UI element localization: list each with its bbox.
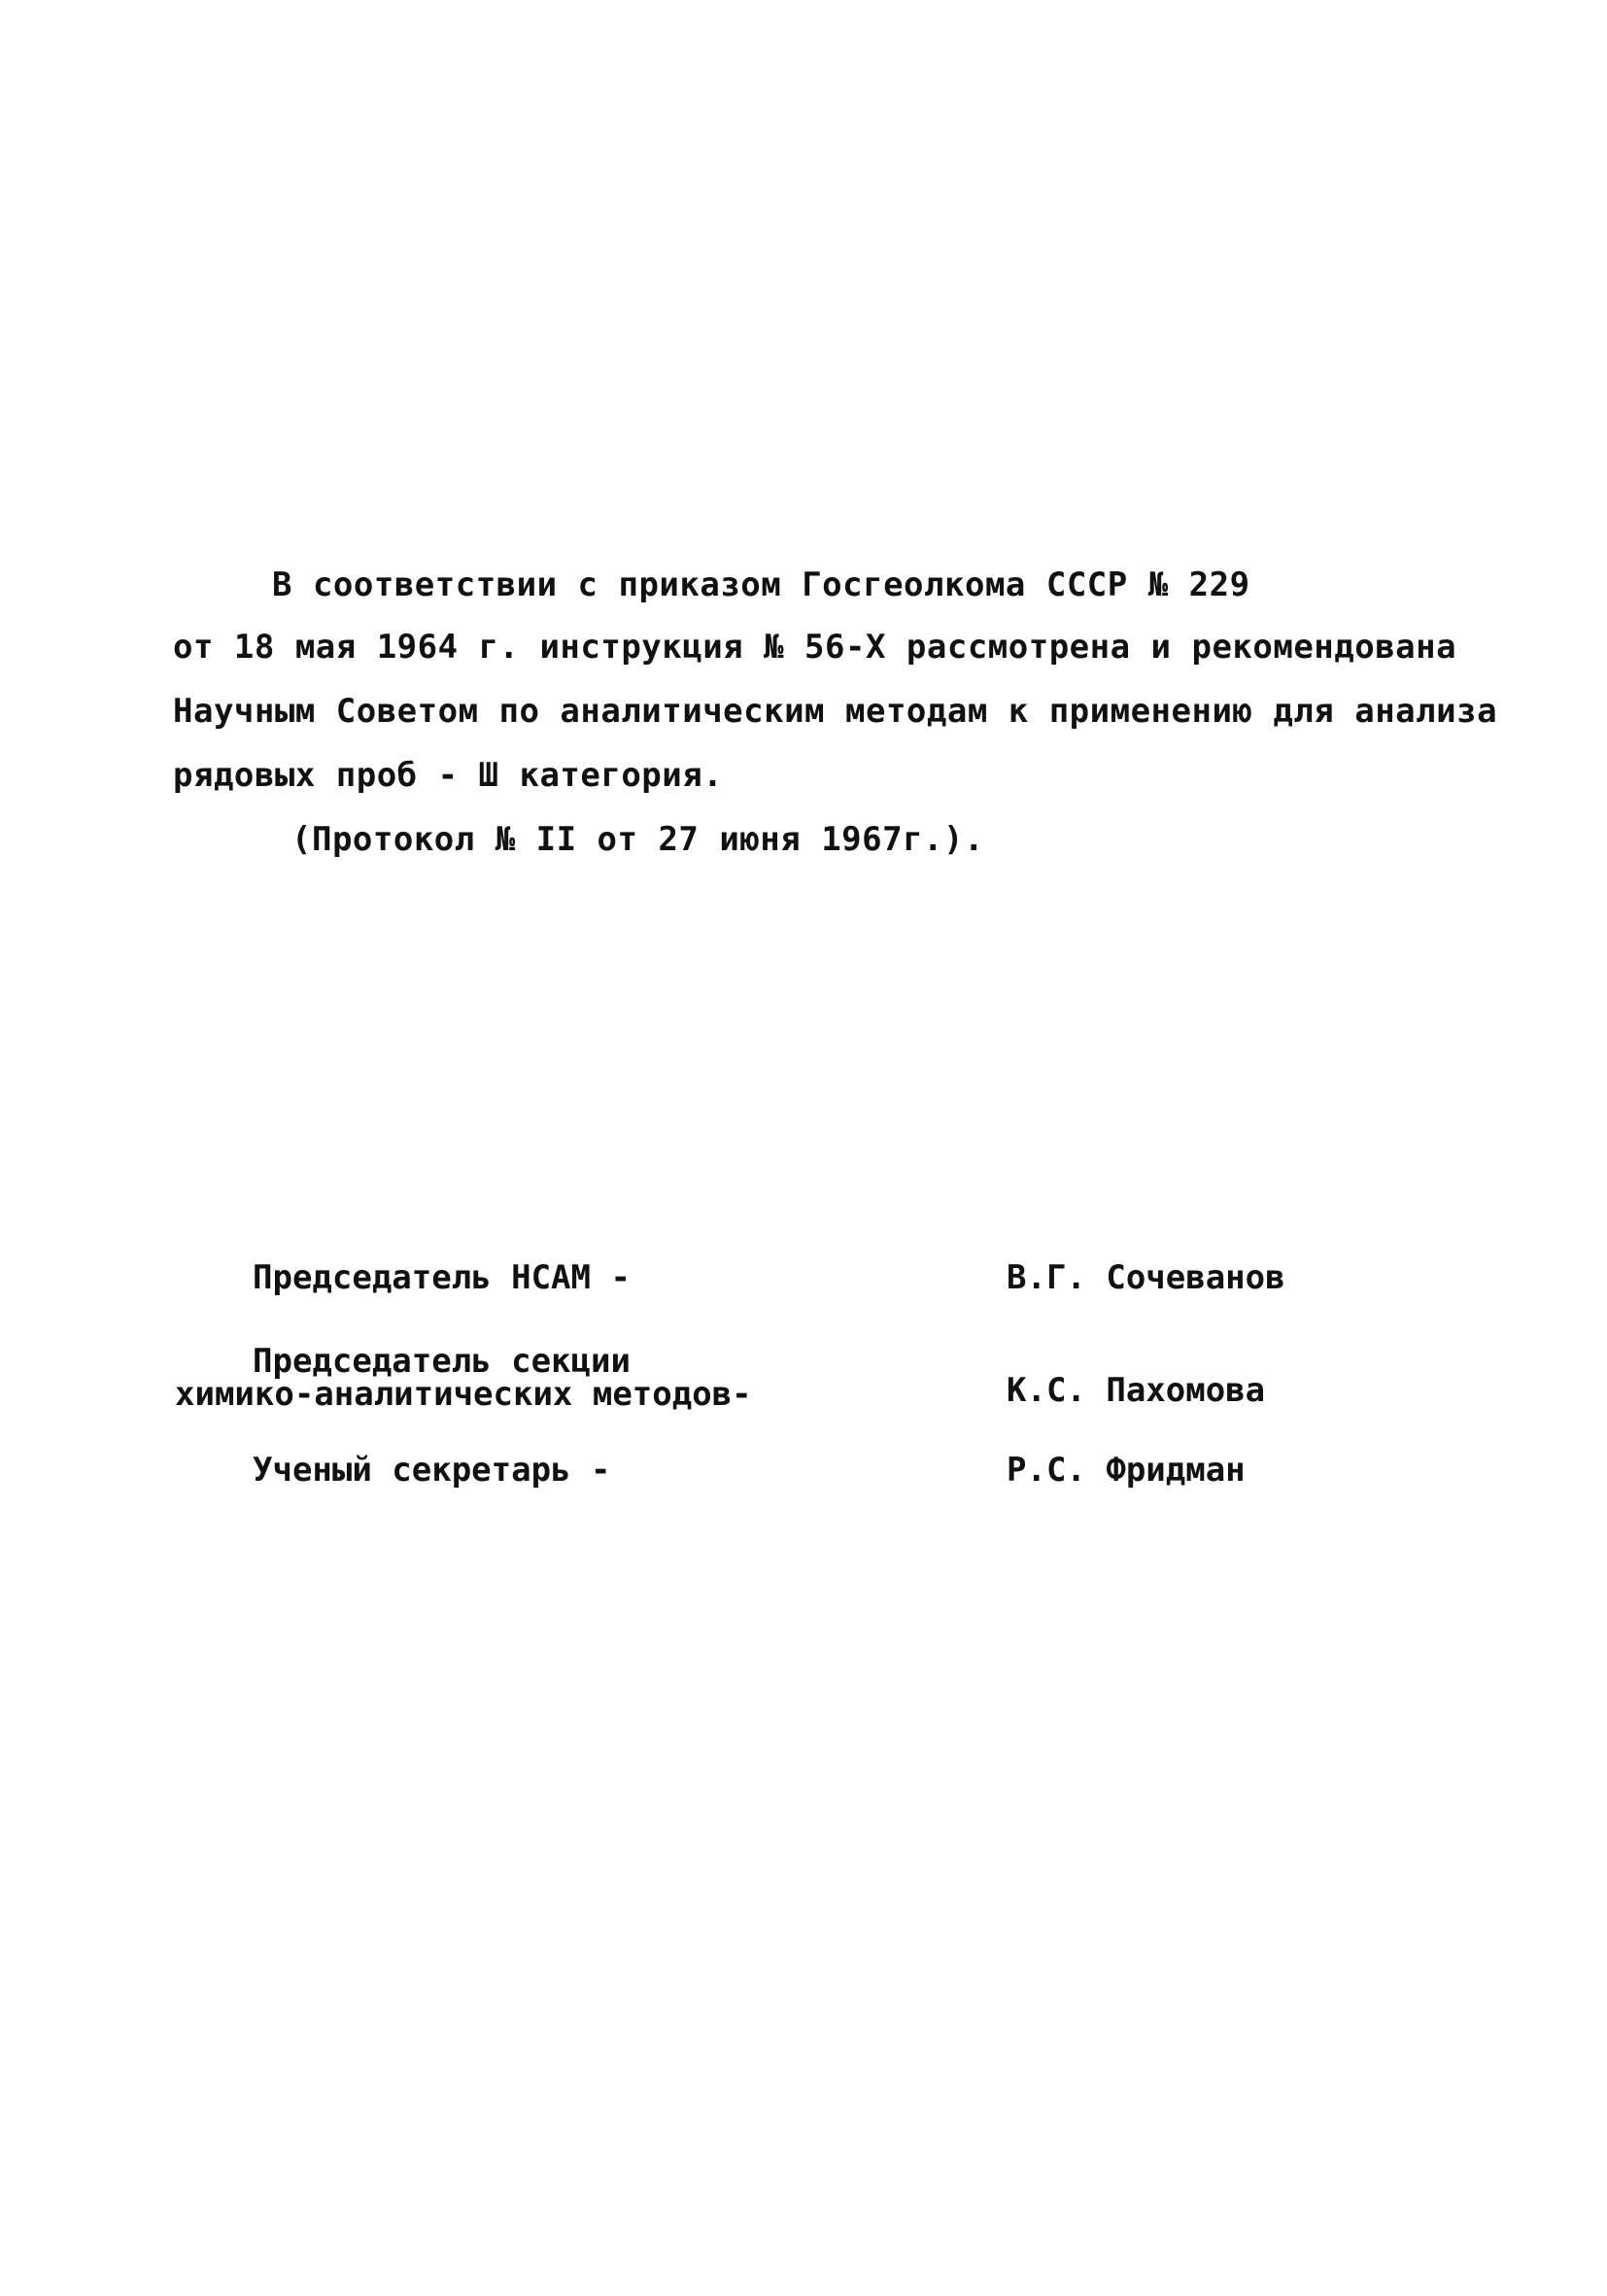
paragraph-line-2: от 18 мая 1964 г. инструкция № 56-Х рассмотрена и рекомендована (173, 628, 1457, 667)
signature-name-chairman: В.Г. Сочеванов (1007, 1258, 1285, 1297)
paragraph-line-3: Научным Советом по аналитическим методам к применению для анализа (173, 692, 1498, 731)
signature-role-section-chair-line2: химико-аналитических методов- (175, 1375, 752, 1414)
signature-name-secretary: Р.С. Фридман (1007, 1451, 1246, 1490)
paragraph-line-1: В соответствии с приказом Госгеолкома СССР № 229 (272, 565, 1250, 604)
protocol-line: (Протокол № II от 27 июня 1967г.). (291, 820, 984, 859)
signature-role-secretary: Ученый секретарь - (253, 1451, 611, 1490)
signature-name-section-chair: К.С. Пахомова (1007, 1371, 1266, 1410)
signature-role-section-chair-line1: Председатель секции (253, 1342, 631, 1381)
paragraph-line-4: рядовых проб - Ш категория. (173, 756, 724, 795)
signature-role-chairman: Председатель НСАМ - (253, 1258, 631, 1297)
